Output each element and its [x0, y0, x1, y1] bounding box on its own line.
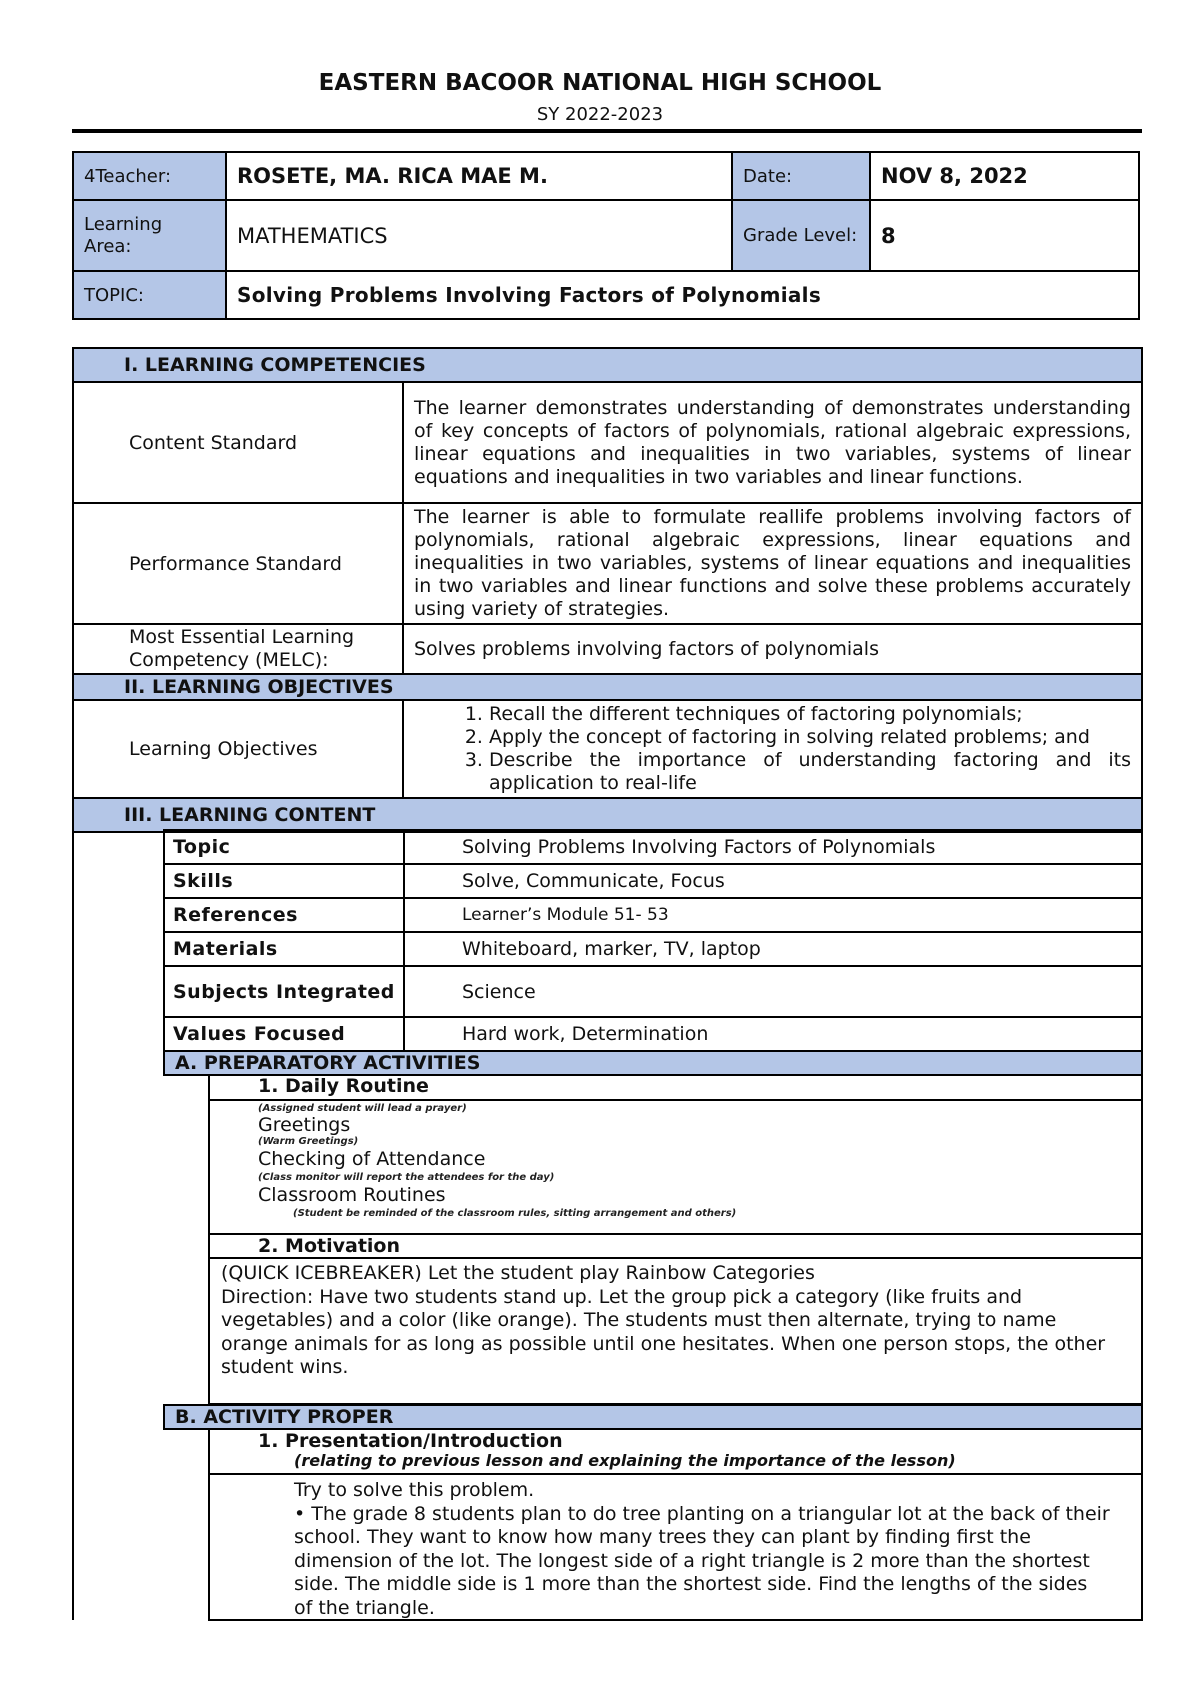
- competencies-heading: I. LEARNING COMPETENCIES: [73, 348, 1142, 382]
- topic-label: TOPIC:: [73, 271, 226, 319]
- classroom-routines: Classroom Routines: [258, 1184, 446, 1206]
- melc-text: Solves problems involving factors of polynomials: [403, 624, 1142, 674]
- presentation-note: (relating to previous lesson and explaining the importance of the lesson): [294, 1451, 956, 1470]
- lc-value: Hard work, Determination: [404, 1017, 1142, 1051]
- school-year: SY 2022-2023: [536, 104, 664, 125]
- content-heading: III. LEARNING CONTENT: [73, 798, 1142, 832]
- learning-content-table: [163, 829, 1143, 1052]
- lc-value: Learner’s Module 51- 53: [404, 898, 1142, 932]
- content-standard-label: Content Standard: [73, 382, 403, 503]
- greetings: Greetings: [258, 1114, 351, 1136]
- performance-standard-text: The learner is able to formulate reallife problems involving factors of polynomials, rational algebraic expressions, linear equations and inequalities in two variables, systems of linear equations and inequalities in two variables and linear functions and solve these problems accurately using variety of strategies.: [403, 503, 1142, 624]
- attendance-note: (Class monitor will report the attendees for the day): [258, 1172, 555, 1183]
- presentation-title: 1. Presentation/Introduction: [258, 1430, 563, 1452]
- lc-value: Whiteboard, marker, TV, laptop: [404, 932, 1142, 966]
- routine-note: (Assigned student will lead a prayer): [258, 1103, 467, 1114]
- motivation-box: (QUICK ICEBREAKER) Let the student play Rainbow Categories Direction: Have two students stand up. Let the group pick a category (like fruits and vegetables) and a color (like orange). The students must then alternate, trying to name orange animals for as long as possible until one hesitates. When one person stops, the other student wins.: [208, 1259, 1143, 1405]
- content-standard-text: The learner demonstrates understanding of demonstrates understanding of key concepts of factors of polynomials, rational algebraic expressions, linear equations and inequalities in two variables, systems of linear equations and inequalities in two variables and linear functions.: [403, 382, 1142, 503]
- topic-value: Solving Problems Involving Factors of Polynomials: [226, 271, 1139, 319]
- routines-note: (Student be reminded of the classroom rules, sitting arrangement and others): [293, 1208, 737, 1219]
- try-text: Try to solve this problem.: [294, 1479, 535, 1501]
- left-margin-line: [72, 830, 74, 1620]
- motivation-title: 2. Motivation: [208, 1233, 1143, 1259]
- info-table: [72, 151, 1140, 320]
- lc-value: Solving Problems Involving Factors of Polynomials: [404, 830, 1142, 864]
- objective-item: 2. Apply the concept of factoring in solving related problems; and: [489, 726, 1141, 749]
- activity-heading: B. ACTIVITY PROPER: [163, 1404, 1143, 1430]
- attendance: Checking of Attendance: [258, 1148, 486, 1170]
- area-value: MATHEMATICS: [226, 200, 732, 271]
- daily-routine-box: [208, 1101, 1143, 1235]
- school-name: EASTERN BACOOR NATIONAL HIGH SCHOOL: [318, 70, 882, 96]
- melc-label: Most Essential Learning Competency (MELC):: [73, 624, 403, 674]
- lc-key: References: [164, 898, 404, 932]
- problem-box: [208, 1475, 1143, 1621]
- learning-objectives-label: Learning Objectives: [73, 700, 403, 798]
- lc-key: Skills: [164, 864, 404, 898]
- date-value: NOV 8, 2022: [870, 152, 1139, 200]
- teacher-label: 4Teacher:: [73, 152, 226, 200]
- date-label: Date:: [732, 152, 870, 200]
- area-label: Learning Area:: [73, 200, 226, 271]
- lc-key: Values Focused: [164, 1017, 404, 1051]
- lc-value: Science: [404, 966, 1142, 1017]
- objective-item: 1. Recall the different techniques of factoring polynomials;: [489, 703, 1141, 726]
- grade-value: 8: [870, 200, 1139, 271]
- lc-key: Subjects Integrated: [164, 966, 404, 1017]
- daily-routine-title: 1. Daily Routine: [208, 1076, 1143, 1101]
- competencies-table: [72, 347, 1143, 833]
- preparatory-heading: A. PREPARATORY ACTIVITIES: [163, 1050, 1143, 1076]
- problem-text: • The grade 8 students plan to do tree planting on a triangular lot at the back of their school. They want to know how many trees they can plant by finding first the dimension of the lot. The longest side of a right triangle is 2 more than the shortest side. The middle side is 1 more than the shortest side. Find the lengths of the sides of the triangle.: [294, 1502, 1110, 1619]
- header-rule: [72, 129, 1142, 133]
- grade-label: Grade Level:: [732, 200, 870, 271]
- teacher-value: ROSETE, MA. RICA MAE M.: [226, 152, 732, 200]
- presentation-box: [208, 1430, 1143, 1475]
- greetings-note: (Warm Greetings): [258, 1136, 359, 1147]
- lc-key: Materials: [164, 932, 404, 966]
- objectives-heading: II. LEARNING OBJECTIVES: [73, 674, 1142, 700]
- lc-key: Topic: [164, 830, 404, 864]
- learning-objectives-list: [403, 700, 1142, 798]
- performance-standard-label: Performance Standard: [73, 503, 403, 624]
- objective-item: 3. Describe the importance of understanding factoring and its application to real-life: [489, 749, 1141, 795]
- lc-value: Solve, Communicate, Focus: [404, 864, 1142, 898]
